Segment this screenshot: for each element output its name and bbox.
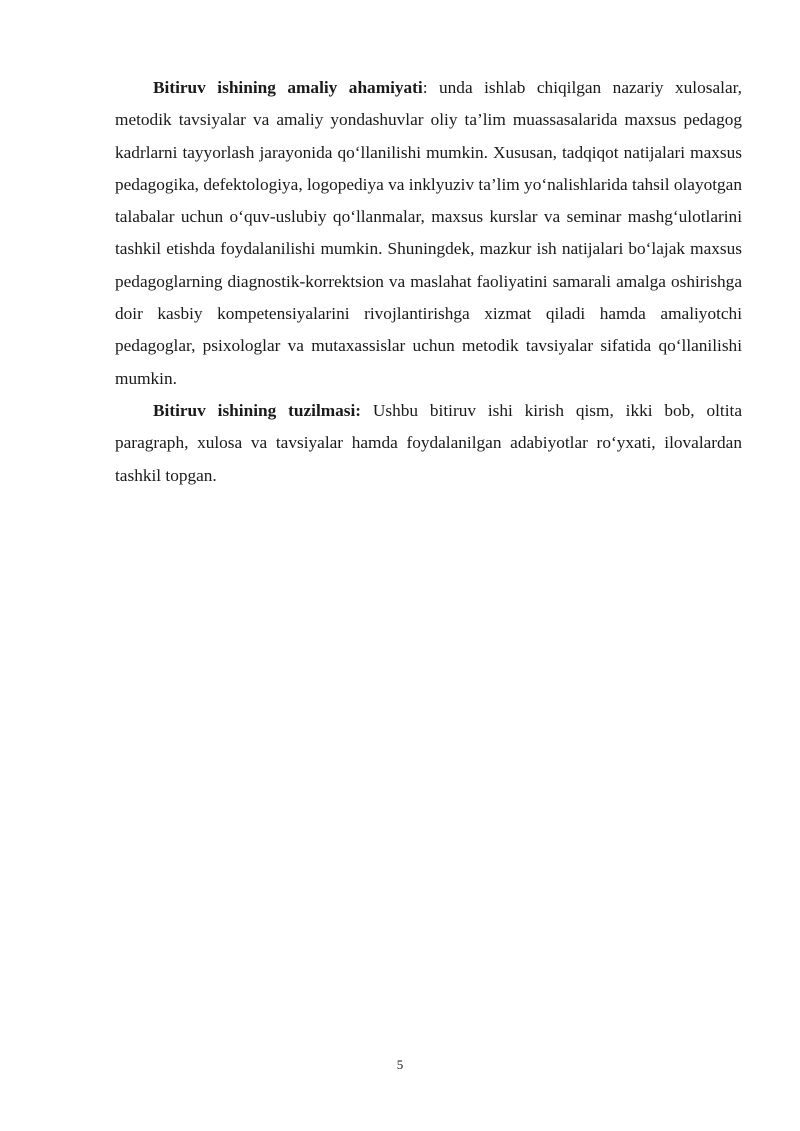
paragraph-lead-practical-significance: Bitiruv ishining amaliy ahamiyati	[153, 78, 423, 97]
paragraph-structure	[115, 395, 742, 492]
paragraph-practical-significance	[115, 72, 742, 395]
page-number: 5	[396, 1057, 404, 1072]
paragraph-lead-structure: Bitiruv ishining tuzilmasi:	[153, 400, 362, 420]
paragraph-text-practical-significance: : unda ishlab chiqilgan nazariy xulosalar, metodik tavsiyalar va amaliy yondashuvlar oliy ta’lim muassasalarida maxsus pedagog kadrlarni tayyorlash jarayonida qo‘llanilishi mumkin. Xususan, tadqiqot natijalari maxsus pedagogika, defektologiya, logopediya va inklyuziv ta’lim yo‘nalishlarida tahsil olayotgan talabalar uchun o‘quv-uslubiy qo‘llanmalar, maxsus kurslar va seminar mashg‘ulotlarini tashkil etishda foydalanilishi mumkin. Shuningdek, mazkur ish natijalari bo‘lajak maxsus pedagoglarning diagnostik-korrektsion va maslahat faoliyatini samarali amalga oshirishga doir kasbiy kompetensiyalarini rivojlantirishga xizmat qiladi hamda amaliyotchi pedagoglar, psixologlar va mutaxassislar uchun metodik tavsiyalar sifatida qo‘llanilishi mumkin.	[115, 78, 742, 388]
document-body	[115, 72, 742, 492]
paragraph-text-structure: Ushbu bitiruv ishi kirish qism, ikki bob, oltita paragraph, xulosa va tavsiyalar hamda foydalanilgan adabiyotlar ro‘yxati, ilovalardan tashkil topgan.	[115, 400, 742, 485]
